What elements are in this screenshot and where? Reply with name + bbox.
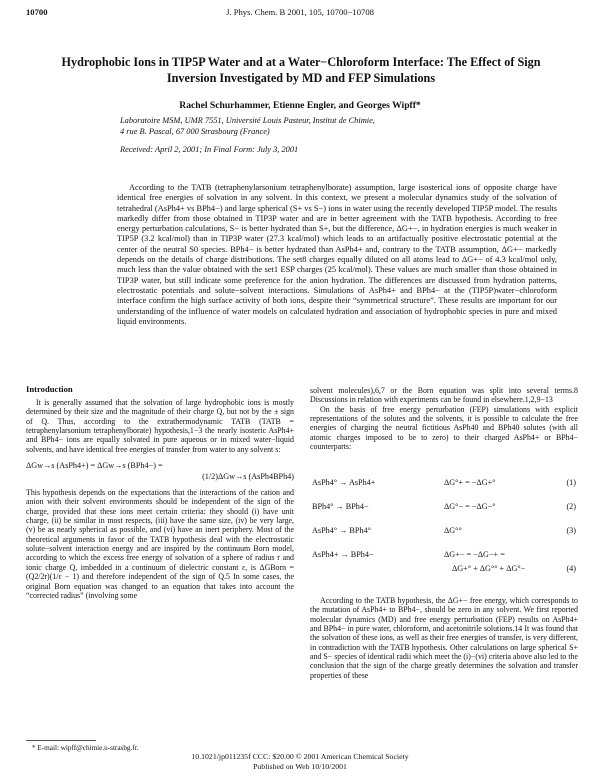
page-number: 10700 (26, 7, 48, 17)
eq4-lhs: AsPh4+ → BPh4− (312, 550, 374, 559)
right-paragraph-2: On the basis of free energy perturbation (FEP) simulations with explicit representations of the solutes and the solvents, it is possible to calculate the free energies of charging the neutral fictitious AsPh40 and BPh40 solutes (with all atomic charges imposed to be to zero) to their charged AsPh4+ or BPh4− counterparts: (310, 404, 578, 452)
affiliation (120, 115, 520, 137)
article-title: Hydrophobic Ions in TIP5P Water and at a Water−Chloroform Interface: The Effect of Sign Inversion Investigated by MD and FEP Simulations (61, 55, 541, 85)
eq1-lhs: AsPh4° → AsPh4+ (312, 478, 376, 487)
eq3-lhs: AsPh4° → BPh4° (312, 526, 371, 535)
eq3-rhs: ΔG°° (444, 526, 462, 535)
eq1-rhs: ΔG°+ = −ΔG+° (444, 478, 496, 487)
eq2-rhs: ΔG°− = −ΔG−° (444, 502, 496, 511)
intro-paragraph-2: This hypothesis depends on the expectations that the interactions of the cation and anion with their solvent environments should be independent of the sign of the charge, provided that these ions meet certain criteria: they should (i) have unit charge, (ii) be similar in most respects, (iii) have the same size, (iv) be very large, (v) be as nearly spherical as possible, and (vi) have an inert periphery. Most of the theoretical arguments in favor of the TATB hypothesis deal with the electrostatic solute−solvent interaction energy and are inspired by the continuum Born model, according to which the excess free energy of solvation of a sphere of radius r and ionic charge Q, imbedded in a continuum of dielectric constant ε, is ΔGBorn = (Q2/2r)(1/ε − 1) and therefore independent of the sign of Q.5 In some cases, the original Born equation was changed to an equation that takes into account the “corrected radius” (involving some (26, 488, 294, 600)
eq4-rhs: ΔG+− = −ΔG−+ = (444, 550, 505, 559)
eq4-number: (4) (566, 564, 576, 573)
section-heading-introduction: Introduction (26, 384, 73, 394)
equation-block (310, 478, 578, 586)
footnote-email: * E-mail: wipff@chimie.u-strasbg.fr. (32, 744, 139, 752)
eq2-lhs: BPh4° → BPh4− (312, 502, 369, 511)
eq2-number: (2) (566, 502, 576, 511)
right-paragraph-1: solvent molecules),6,7 or the Born equation was split into several terms.8 Discussions in relation with experiments can be found in elsewhere.1,2,9−13 (310, 386, 578, 405)
eq3-number: (3) (566, 526, 576, 535)
eq1-number: (1) (566, 478, 576, 487)
footer-published-line: Published on Web 10/10/2001 (253, 761, 347, 771)
tatb-equation-line-2: (1/2)ΔGw→s (AsPh4BPh4) (202, 472, 294, 482)
right-paragraph-3: According to the TATB hypothesis, the ΔG+− free energy, which corresponds to the mutation of AsPh4+ to BPh4−, should be zero in any solvent. We first reported molecular dynamics (MD) and free energy perturbation (FEP) results on AsPh4+ and BPh4− in pure water, chloroform, and acetonitrile solutions.14 It was found that the solvation of these ions, as well as their free energies of transfer, is very different, in contradiction with the TATB hypothesis. Other calculations on large spherical S+ and S− species of identical radii which meet the (i)−(vi) criteria above also led to the conclusion that the sign of the charge greatly determines the solvation and transfer properties of these (310, 596, 578, 680)
footer-doi-line: 10.1021/jp011235f CCC: $20.00 © 2001 American Chemical Society (191, 752, 409, 761)
abstract: According to the TATB (tetraphenylarsonium tetraphenylborate) assumption, large isosterical ions of opposite charge have identical free energies of solvation in any solvent. In this context, we present a molecular dynamics study of the solvation of tetrahedral (AsPh4+ vs BPh4−) and large spherical (S+ vs S−) ions in water using the recently developed TIP5P model. The results markedly differ from those obtained in TIP3P water and are in better agreement with the TATB hypothesis. According to free energy perturbation calculations, S− is better hydrated than S+, but the difference, ΔG+−, in hydration energies is much weaker in TIP5P (3.2 kcal/mol) than in TIP3P water (27.3 kcal/mol) which leads to an artifactually positive electrostatic potential at the center of the neutral S0 species. BPh4− is better hydrated than AsPh4+ and, contrary to the TATB assumption, ΔG+− markedly depends on the details of charge distributions. The set8 charges equally diluted on all atoms lead to ΔG+− of 4.3 kcal/mol only, much less than the value obtained with the set1 ESP charges (25 kcal/mol). These values are much smaller than those obtained in TIP3P water, but still indicate some preference for the anion hydration. The differences are discussed from hydration patterns, electrostatic potentials and solute−solvent interactions. Simulations of AsPh4+ and BPh4− at the (TIP5P)water−chloroform interface confirm the high surface activity of both ions, despite their “symmetrical structure”. These results are important for our understanding of the influence of water models on calculated hydration and association of hydrophobic species in pure and mixed liquid environments. (117, 183, 557, 326)
eq4-continuation: ΔG+° + ΔG°° + ΔG°− (452, 564, 526, 573)
right-column (310, 386, 578, 451)
footnote-divider (26, 740, 96, 741)
authors: Rachel Schurhammer, Etienne Engler, and Georges Wipff* (179, 100, 421, 111)
affiliation-line-1: Laboratoire MSM, UMR 7551, Université Louis Pasteur, Institut de Chimie, (120, 116, 375, 125)
affiliation-line-2: 4 rue B. Pascal, 67 000 Strasbourg (France) (120, 127, 270, 136)
page-footer (0, 752, 600, 771)
left-column (26, 398, 294, 600)
received-dates: Received: April 2, 2001; In Final Form: July 3, 2001 (120, 145, 299, 154)
journal-line: J. Phys. Chem. B 2001, 105, 10700−10708 (226, 7, 374, 17)
intro-paragraph-1: It is generally assumed that the solvation of large hydrophobic ions is mostly determined by their size and the magnitude of their charge Q, but not by the ± sign of Q. Thus, according to the extrathermodynamic TATB (TATB = tetraphenylarsonium tetraphenylborate) hypothesis,1−3 the nearly isosteric AsPh4+ and BPh4− ions are equally solvated in pure aqueous or in mixed water−liquid solvents, and have identical free energies of transfer from water to any solvent s: (26, 398, 294, 454)
tatb-equation-line-1: ΔGw→s (AsPh4+) = ΔGw→s (BPh4−) = (26, 461, 163, 471)
